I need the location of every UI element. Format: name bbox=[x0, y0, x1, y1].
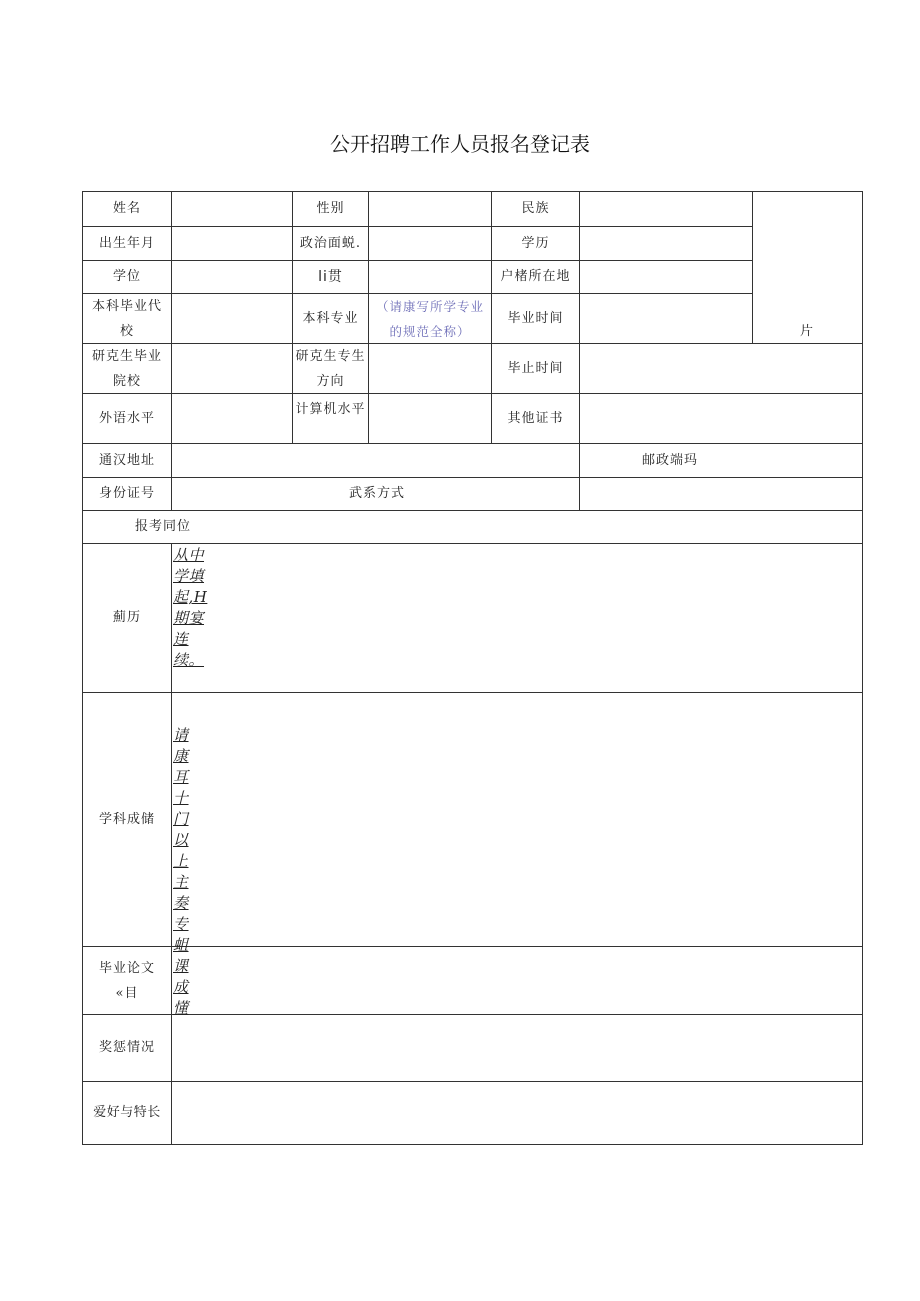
postgrad-major-label-line2: 方向 bbox=[316, 373, 345, 389]
education-label: 学历 bbox=[521, 235, 550, 251]
gender-label: 性别 bbox=[316, 201, 345, 216]
degree-label: 学位 bbox=[112, 269, 141, 284]
postgrad-major-label-line1: 研克生专生 bbox=[295, 348, 366, 364]
degree-field[interactable] bbox=[172, 261, 292, 293]
postcode-label: 邮政端玛 bbox=[641, 452, 698, 468]
name-field[interactable] bbox=[172, 192, 292, 226]
hukou-label: 户楮所在地 bbox=[500, 269, 571, 284]
hobbies-field[interactable] bbox=[172, 1082, 862, 1144]
computer-level-field[interactable] bbox=[369, 394, 491, 443]
grades-hint: 请康耳十门以上主奏专蛆课成懂 bbox=[173, 726, 189, 1017]
address-field[interactable] bbox=[172, 444, 579, 477]
other-certificates-label: 其他证书 bbox=[507, 410, 564, 426]
contact-extra-field[interactable] bbox=[580, 478, 862, 510]
thesis-label bbox=[83, 947, 171, 1014]
postgrad-major-label bbox=[293, 344, 368, 393]
name-label: 姓名 bbox=[112, 201, 141, 216]
ethnicity-field[interactable] bbox=[580, 192, 752, 226]
postcode-field[interactable] bbox=[760, 444, 862, 477]
other-certificates-field[interactable] bbox=[580, 394, 862, 443]
contact-field[interactable] bbox=[412, 478, 579, 510]
education-field[interactable] bbox=[580, 227, 752, 260]
contact-label: 武系方式 bbox=[348, 486, 405, 501]
photo-label: 片 bbox=[799, 324, 814, 339]
birth-label: 出生年月 bbox=[98, 235, 155, 251]
native-place-field[interactable] bbox=[369, 261, 491, 293]
id-number-field[interactable] bbox=[172, 478, 342, 510]
thesis-label-line2: «目 bbox=[115, 985, 139, 1001]
id-number-label: 身份证号 bbox=[98, 486, 155, 501]
hukou-field[interactable] bbox=[580, 261, 752, 293]
undergrad-school-field[interactable] bbox=[172, 294, 292, 343]
thesis-field[interactable] bbox=[172, 947, 862, 1014]
undergrad-school-label-line2: 校 bbox=[119, 323, 134, 339]
undergrad-grad-time-label: 毕业时间 bbox=[507, 310, 564, 326]
thesis-label-line1: 毕业论文 bbox=[98, 960, 155, 976]
postgrad-grad-time-field[interactable] bbox=[580, 344, 862, 393]
postgrad-school-label-line1: 研克生毕业 bbox=[91, 348, 162, 364]
resume-hint: 从中学填起,H期宴连续。 bbox=[173, 546, 208, 669]
resume-field[interactable] bbox=[172, 544, 862, 692]
position-field[interactable] bbox=[215, 511, 862, 543]
foreign-language-label: 外语水平 bbox=[98, 410, 155, 426]
grades-field[interactable] bbox=[172, 693, 862, 946]
postgrad-school-label-line2: 院校 bbox=[112, 373, 141, 389]
grades-label: 学科成储 bbox=[98, 811, 155, 827]
postgrad-school-label bbox=[83, 344, 171, 393]
page-title: 公开招聘工作人员报名登记表 bbox=[330, 132, 590, 156]
postgrad-grad-time-label: 毕止时间 bbox=[507, 360, 564, 376]
table-border-line bbox=[82, 1144, 863, 1145]
postgrad-major-field[interactable] bbox=[369, 344, 491, 393]
gender-field[interactable] bbox=[369, 192, 491, 226]
political-field[interactable] bbox=[369, 227, 491, 260]
undergrad-grad-time-field[interactable] bbox=[580, 294, 752, 343]
foreign-language-field[interactable] bbox=[172, 394, 292, 443]
awards-field[interactable] bbox=[172, 1015, 862, 1081]
hobbies-label: 爱好与特长 bbox=[93, 1105, 161, 1120]
ethnicity-label: 民族 bbox=[521, 201, 550, 216]
postgrad-school-field[interactable] bbox=[172, 344, 292, 393]
undergrad-major-field[interactable] bbox=[369, 294, 491, 343]
undergrad-school-label bbox=[83, 294, 171, 343]
computer-level-label: 计算机水平 bbox=[295, 402, 366, 417]
address-label: 通汉地址 bbox=[98, 452, 155, 468]
position-label: 报考同位 bbox=[134, 519, 191, 534]
undergrad-major-hint-line1: （请康写所学专业 bbox=[375, 298, 484, 314]
political-label: 政治面蜕. bbox=[299, 235, 362, 251]
table-border-line bbox=[862, 191, 863, 1145]
native-place-label: li贯 bbox=[318, 269, 343, 285]
awards-label: 奖惩情况 bbox=[98, 1040, 155, 1055]
undergrad-school-label-line1: 本科毕业代 bbox=[91, 298, 162, 314]
undergrad-major-label: 本科专业 bbox=[302, 310, 359, 326]
undergrad-major-hint-line2: 的规范全称） bbox=[389, 323, 471, 339]
birth-field[interactable] bbox=[172, 227, 292, 260]
resume-label: 薊历 bbox=[112, 610, 141, 625]
